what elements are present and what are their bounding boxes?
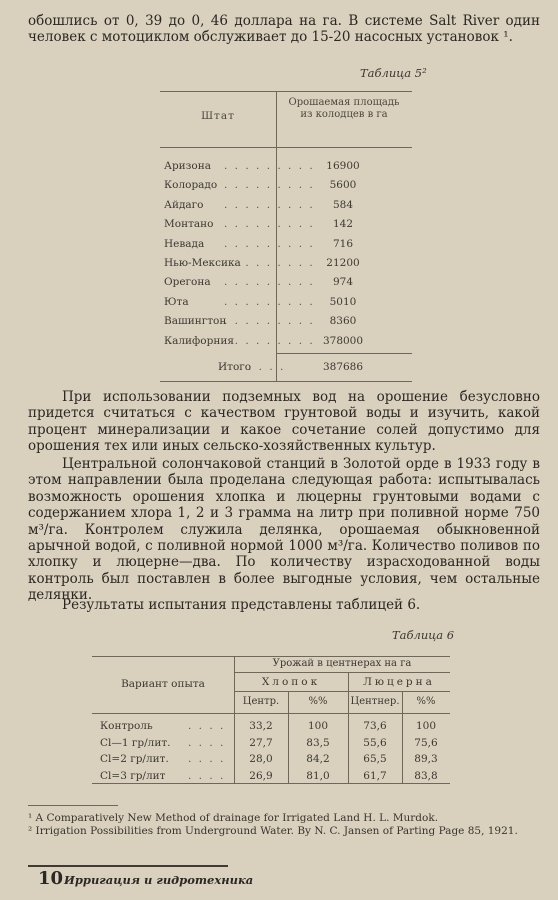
table5-row — [160, 296, 412, 316]
table6-alfalfa-centner: 73,6 — [363, 720, 387, 732]
paragraph-1: При использовании подземных вод на орошение безусловно придется считаться с качеством грунтовой воды и изучить, какой процент минерализации и какое сочетание солей допустимо для орошения тех или иных сельско-хозяйственных культур. — [28, 389, 540, 455]
table6-col-yield: Урожай в центнерах на га — [272, 658, 412, 669]
table5-leader-dots: . . . . . . . . . — [224, 198, 315, 211]
footnote-separator — [28, 805, 118, 806]
table5-leader-dots: . . . . . . . . . — [224, 315, 315, 328]
table6-col-alfalfa: Люцерна — [363, 676, 435, 688]
table6-col-pct2: %% — [416, 696, 436, 707]
table5-value: 974 — [332, 276, 354, 289]
table6-col-cotton: Хлопок — [261, 676, 321, 688]
table5-row — [160, 238, 412, 258]
table6-sub-rule — [234, 691, 450, 692]
table5-state: Айдаго — [164, 198, 204, 211]
table5-leader-dots: . . . . . . . . . — [224, 218, 315, 231]
paragraph-3: Результаты испытания представлены таблицей 6. — [62, 597, 421, 613]
table5-row — [160, 218, 412, 238]
table6-col-pct: %% — [308, 696, 328, 707]
table6-alfalfa-centner: 55,6 — [363, 736, 387, 749]
footnote-2: ² Irrigation Possibilities from Underground Water. By N. C. Jansen of Parting Page 85, 1921. — [28, 825, 518, 837]
table5-value: 21200 — [326, 257, 360, 269]
table6-col-variant: Вариант опыта — [121, 678, 205, 690]
table6-yield-rule — [234, 672, 450, 673]
table5-state: Колорадо — [164, 179, 218, 192]
table6-alfalfa-pct: 100 — [415, 720, 437, 732]
table5-value: 16900 — [326, 160, 360, 172]
table6-leader-dots: . . . . — [188, 753, 226, 765]
table5-row — [160, 335, 412, 355]
table6-alfalfa-pct: 89,3 — [414, 753, 438, 765]
table6 — [92, 656, 450, 784]
table5-state: Орегона — [164, 276, 211, 289]
table6-bottom-rule — [92, 783, 450, 784]
table5-row — [160, 315, 412, 335]
table6-cotton-pct: 100 — [307, 720, 329, 732]
table5-col-area: Орошаемая площадь из колодцев в га — [288, 97, 400, 120]
table6-leader-dots: . . . . — [188, 736, 226, 749]
table5-state: Аризона — [164, 160, 211, 172]
table5-state: Юта — [164, 295, 189, 308]
table5-value: 5010 — [329, 295, 357, 308]
table5-value: 8360 — [329, 315, 357, 328]
table5-total-row — [160, 361, 412, 381]
table5-value: 378000 — [322, 334, 364, 347]
table5-state: Невада — [164, 237, 205, 250]
table6-col-centner: Центр. — [242, 696, 280, 707]
table6-caption: Таблица 6 — [392, 628, 455, 642]
table6-leader-dots: . . . . — [188, 720, 226, 732]
journal-title: Ирригация и гидротехника — [64, 873, 254, 887]
table5-col-state: Штат — [201, 110, 235, 122]
table6-alfalfa-pct: 83,8 — [414, 769, 438, 782]
table5-row — [160, 257, 412, 277]
table6-col-centner2: Центнер. — [350, 696, 400, 707]
top-paragraph: обошлись от 0, 39 до 0, 46 доллара на га. В системе Salt River один человек с мотоциклом обслуживает до 15-20 насосных установок ¹. — [28, 13, 540, 46]
table5-leader-dots: . . . . . . . . . — [224, 179, 315, 192]
table5-row — [160, 160, 412, 180]
table5-total-line — [276, 353, 412, 354]
table6-variant: Cl=3 гр/лит — [100, 769, 166, 782]
table6-top-rule — [92, 656, 450, 657]
table6-leader-dots: . . . . — [188, 769, 226, 782]
paragraph-2: Центральной солончаковой станций в Золотой орде в 1933 году в этом направлении была проделана следующая работа: испытывалась возможность орошения хлопка и люцерны грунтовыми водами с содержанием хлора 1, 2 и 3 грамма на литр при поливной норме 750 м³/га. Контролем служила делянка, орошаемая обыкновенной арычной водой, с поливной нормой 1000 м³/га. Количество поливов по хлопку и люцерне—два. По количеству израсходованной воды контроль был поставлен в более выгодные условия, чем остальные делянки. — [28, 456, 540, 604]
page-number: 10 — [38, 868, 64, 889]
footnote-1: ¹ A Comparatively New Method of drainage for Irrigated Land H. L. Murdok. — [28, 812, 439, 824]
table5-leader-dots: . . . . . . . . . — [224, 334, 315, 347]
table5-caption: Таблица 5² — [360, 66, 427, 80]
table5-leader-dots: . . . . . . . . . — [224, 295, 315, 308]
footer-rule — [28, 865, 228, 867]
table5-value: 5600 — [329, 179, 357, 192]
table6-header-rule — [92, 713, 450, 714]
table5-total-dots: . . . . — [248, 361, 286, 373]
table6-cotton-centner: 26,9 — [249, 769, 273, 782]
table5-leader-dots: . . . . . . . . . — [224, 160, 315, 172]
table5-value: 716 — [332, 237, 354, 250]
table6-cotton-pct: 83,5 — [306, 736, 330, 749]
table5-value: 584 — [332, 198, 354, 211]
table6-cotton-pct: 81,0 — [306, 769, 330, 782]
table5-value: 142 — [332, 218, 354, 231]
table5-state: Нью-Мексика — [164, 257, 241, 269]
table5-leader-dots: . . . . . . . . . — [224, 237, 315, 250]
table6-alfalfa-centner: 61,7 — [363, 769, 387, 782]
table5-bottom-rule — [160, 381, 412, 382]
table5-row — [160, 199, 412, 219]
table5-leader-dots: . . . . . . . . . — [224, 257, 315, 269]
table5-state: Калифорния — [164, 334, 234, 347]
table6-cotton-centner: 33,2 — [249, 720, 273, 732]
table6-cotton-centner: 28,0 — [249, 753, 273, 765]
table6-cotton-centner: 27,7 — [249, 736, 273, 749]
table5-row — [160, 276, 412, 296]
table6-alfalfa-pct: 75,6 — [414, 736, 438, 749]
table5-row — [160, 179, 412, 199]
table5-total-value: 387686 — [322, 361, 364, 373]
table6-variant: Контроль — [100, 720, 153, 732]
table5-state: Вашингтон — [164, 315, 227, 328]
table5-leader-dots: . . . . . . . . . — [224, 276, 315, 289]
table6-variant: Cl—1 гр/лит. — [100, 736, 171, 749]
table5-state: Монтано — [164, 218, 214, 231]
table6-alfalfa-centner: 65,5 — [363, 753, 387, 765]
table5-total-label: Итого — [218, 361, 252, 373]
table6-variant: Cl=2 гр/лит. — [100, 753, 169, 765]
table6-cotton-pct: 84,2 — [306, 753, 330, 765]
